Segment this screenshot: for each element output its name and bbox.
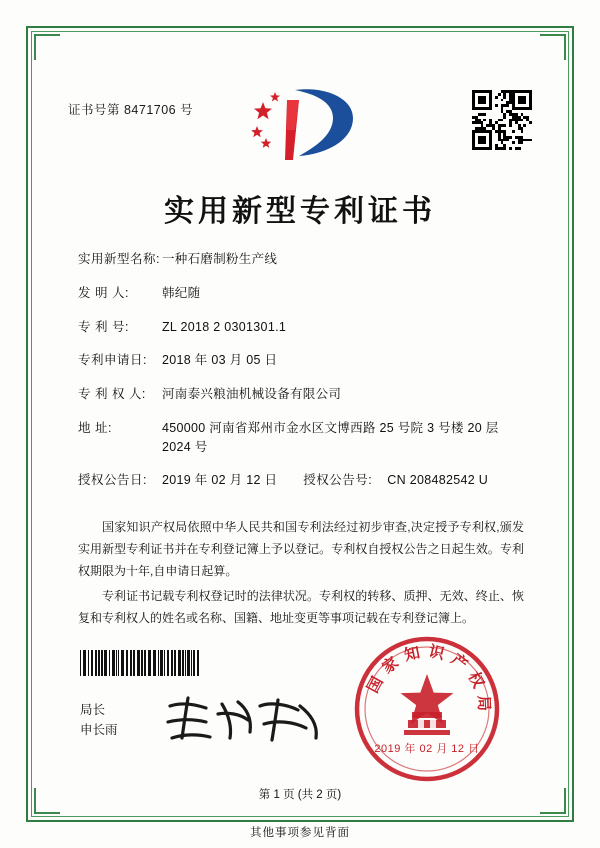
legal-paragraphs [78,516,524,631]
field-value: 一种石磨制粉生产线 [162,252,278,266]
field-patent-number [78,318,524,337]
page-title: 实用新型专利证书 [164,194,436,229]
field-value: CN 208482542 U [387,473,489,488]
corner-ornament-top-right [540,34,566,60]
paragraph: 国家知识产权局依照中华人民共和国专利法经过初步审查,决定授予专利权,颁发实用新型专利证书并在专利登记簿上予以登记。专利权自授权公告之日起生效。专利权期限为十年,自申请日起算。 [78,520,524,579]
svg-text:国家知识产权局: 国家知识产权局 [363,642,494,719]
footer-note: 其他事项参见背面 [250,827,350,839]
field-value: 韩纪随 [162,285,201,300]
field-grant-row [78,471,524,490]
page-indicator: 第 1 页 (共 2 页) [258,789,342,801]
field-value: 河南泰兴粮油机械设备有限公司 [162,387,342,401]
signatory-name: 申长雨 [80,723,118,737]
signatory-role: 局长 [80,703,106,717]
field-label: 专 利 权 人: [78,387,146,401]
handwritten-signature-icon [160,692,330,748]
barcode-icon [80,650,200,676]
field-value: 2018 年 03 月 05 日 [162,353,278,368]
signatory-title [80,700,118,740]
official-seal-icon [352,634,502,784]
seal-date: 2019 年 02 月 12 日 [374,743,480,755]
corner-ornament-top-left [34,34,60,60]
field-label: 发 明 人: [78,285,129,300]
field-grant-date [78,471,277,490]
field-label: 授权公告号: [303,473,373,488]
field-inventor [78,284,524,303]
field-label: 专 利 号: [78,319,129,334]
field-label: 实用新型名称: [78,252,160,266]
field-grant-publication-number [303,471,488,490]
paragraph: 专利证书记载专利权登记时的法律状况。专利权的转移、质押、无效、终止、恢复和专利权人的姓名或名称、国籍、地址变更等事项记载在专利登记簿上。 [78,588,524,625]
field-value: ZL 2018 2 0301301.1 [162,319,287,334]
field-label: 授权公告日: [78,473,147,488]
field-utility-model-name [78,250,524,269]
patent-fields [78,250,524,505]
cnipa-logo-icon [241,84,359,162]
certificate-number: 证书号第 8471706 号 [68,103,194,117]
qr-code-icon [472,90,532,150]
field-value: 450000 河南省郑州市金水区文博西路 25 号院 3 号楼 20 层 2024 号 [162,420,499,454]
field-application-date [78,351,524,370]
field-label: 地 址: [78,420,112,435]
field-patentee [78,385,524,404]
field-label: 专利申请日: [78,353,147,368]
field-address [78,419,524,457]
field-value: 2019 年 02 月 12 日 [162,473,278,488]
